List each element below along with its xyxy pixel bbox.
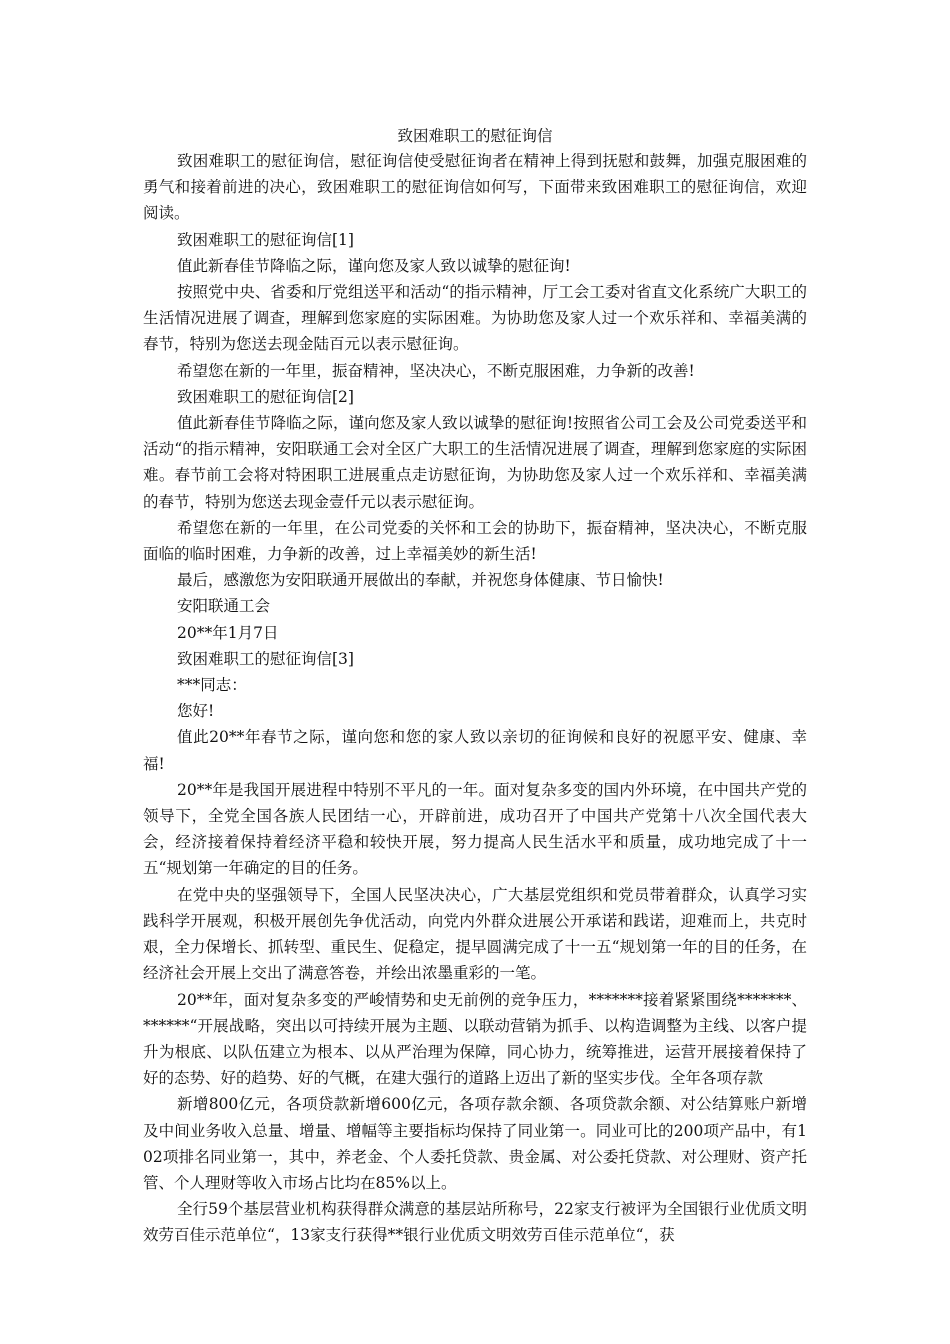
paragraph: 致困难职工的慰征询信[3] [177, 649, 354, 668]
paragraph: 值此新春佳节降临之际，谨向您及家人致以诚挚的慰征询!按照省公司工会及公司党委送平和活动“的指示精神，安阳联通工会对全区广大职工的生活情况进展了调查，理解到您家庭的实际困难。春节前工会将对特困职工进展重点走访慰征询，为协助您及家人过一个欢乐祥和、幸福美满的春节，特别为您送去现金壹仟元以表示慰征询。 [143, 414, 807, 511]
paragraph: 最后，感激您为安阳联通开展做出的奉献，并祝您身体健康、节日愉快! [177, 571, 664, 590]
paragraph: 值此20**年春节之际，谨向您和您的家人致以亲切的征询候和良好的祝愿平安、健康、幸福! [143, 728, 807, 773]
paragraph: 全行59个基层营业机构获得群众满意的基层站所称号，22家支行被评为全国银行业优质文明效劳百佳示范单位“，13家支行获得**银行业优质文明效劳百佳示范单位“，获 [143, 1200, 807, 1245]
signature-org: 安阳联通工会 [177, 597, 271, 616]
paragraph: 希望您在新的一年里，在公司党委的关怀和工会的协助下，振奋精神，坚决决心，不断克服面临的临时困难，力争新的改善，过上幸福美妙的新生活! [143, 518, 807, 564]
paragraph: 按照党中央、省委和厅党组送平和活动“的指示精神，厅工会工委对省直文化系统广大职工的生活情况进展了调查，理解到您家庭的实际困难。为协助您及家人过一个欢乐祥和、幸福美满的春节，特别为您送去现金陆百元以表示慰征询。 [143, 283, 807, 354]
paragraph: 20**年，面对复杂多变的严峻情势和史无前例的竞争压力，*******接着紧紧围绕*******、******“开展战略，突出以可持续开展为主题、以联动营销为抓手、以构造调整为主线、以客户提升为根底、以队伍建立为根本、以从严治理为保障，同心协力，统筹推进，运营开展接着保持了好的态势、好的趋势、好的气概，在建大强行的道路上迈出了新的坚实步伐。全年各项存款 [143, 990, 807, 1088]
signature-date: 20**年1月7日 [177, 623, 279, 642]
paragraph: 致困难职工的慰征询信[1] [177, 230, 354, 249]
paragraph: 致困难职工的慰征询信[2] [177, 387, 354, 406]
paragraph: 值此新春佳节降临之际，谨向您及家人致以诚挚的慰征询! [177, 256, 571, 275]
paragraph: 20**年是我国开展进程中特别不平凡的一年。面对复杂多变的国内外环境，在中国共产党的领导下，全党全国各族人民团结一心，开辟前进，成功召开了中国共产党第十八次全国代表大会，经济接着保持着经济平稳和较快开展，努力提高人民生活水平和质量，成功地完成了十一五“规划第一年确定的目的任务。 [143, 780, 807, 878]
paragraph: 希望您在新的一年里，振奋精神，坚决决心，不断克服困难，力争新的改善! [177, 361, 695, 380]
salutation: ***同志： [177, 676, 247, 695]
greeting: 您好! [177, 702, 215, 721]
document-title: 致困难职工的慰征询信 [397, 127, 553, 145]
paragraph: 在党中央的坚强领导下，全国人民坚决决心，广大基层党组织和党员带着群众，认真学习实践科学开展观，积极开展创先争优活动，向党内外群众进展公开承诺和践诺，迎难而上，共克时艰，全力保增长、抓转型、重民生、促稳定，提早圆满完成了十一五“规划第一年的目的任务，在经济社会开展上交出了满意答卷，并绘出浓墨重彩的一笔。 [143, 885, 807, 983]
paragraph: 新增800亿元，各项贷款新增600亿元，各项存款余额、各项贷款余额、对公结算账户新增及中间业务收入总量、增量、增幅等主要指标均保持了同业第一。同业可比的200项产品中，有102项排名同业第一，其中，养老金、个人委托贷款、贵金属、对公委托贷款、对公理财、资产托管、个人理财等收入市场占比均在85%以上。 [143, 1095, 807, 1192]
paragraph: 致困难职工的慰征询信，慰征询信使受慰征询者在精神上得到抚慰和鼓舞，加强克服困难的勇气和接着前进的决心，致困难职工的慰征询信如何写，下面带来致困难职工的慰征询信，欢迎阅读。 [143, 152, 807, 223]
